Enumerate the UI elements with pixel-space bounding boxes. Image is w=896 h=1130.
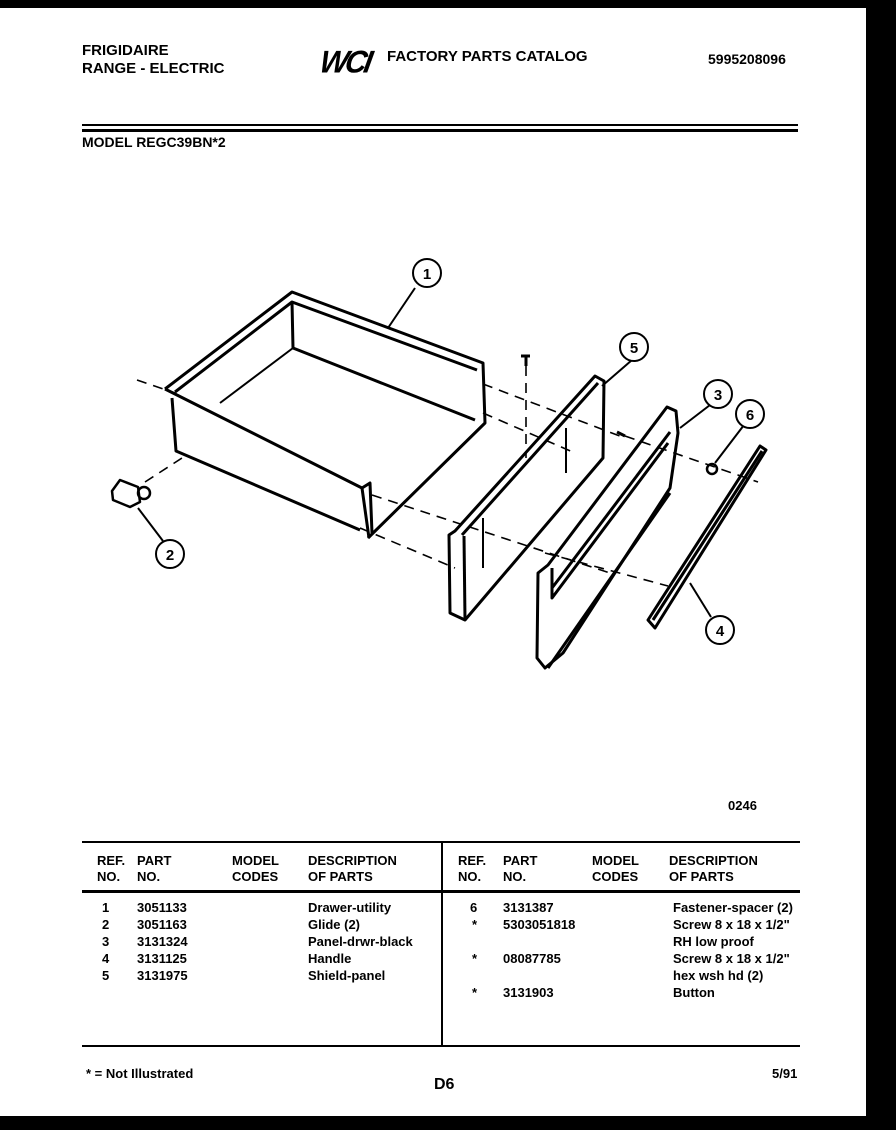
table-column-divider xyxy=(441,841,443,1045)
svg-text:1: 1 xyxy=(422,266,432,283)
drawer-utility-drawing xyxy=(165,292,485,538)
table-bottom-rule xyxy=(82,1045,800,1047)
catalog-title: FACTORY PARTS CATALOG xyxy=(387,48,588,65)
not-illustrated-note: * = Not Illustrated xyxy=(86,1066,194,1081)
catalog-page: FRIGIDAIRE RANGE - ELECTRIC WCI FACTORY PARTS CATALOG 5995208096 MODEL REGC39BN*2 1 2 3 4 5 6 0246 REF. NO. PART NO. MODEL CODES DESCRIPTION OF PARTS REF. NO. PART NO. MODEL CODES DESCRIPTION OF PARTS 1 3051133 Drawer-utility 2 3051163 Glide (2) 3 3131324 Panel-drwr-black 4 3131125 Handle 5 3131975 Shield-panel 6 3131387 Fastener-spacer (2) * 5303051818 Screw 8 x 18 x 1/2" RH low proof * 08087785 Screw 8 x 18 x 1/2" hex wsh hd (2) * 3131903 Button * = Not Illustrated D6 5/91 xyxy=(0,8,866,1116)
exploded-parts-diagram xyxy=(95,248,815,708)
model-number: MODEL REGC39BN*2 xyxy=(82,134,226,150)
product-line: RANGE - ELECTRIC xyxy=(82,60,225,77)
svg-text:5: 5 xyxy=(629,340,639,357)
header-ref-no-left: REF. NO. xyxy=(97,853,126,884)
header-part-no-right: PART NO. xyxy=(503,853,538,884)
glide-drawing xyxy=(112,480,150,507)
header-model-codes-right: MODEL CODES xyxy=(592,853,639,884)
assembly-lines xyxy=(137,366,758,586)
callout-1 xyxy=(413,259,441,287)
callout-4 xyxy=(706,616,734,644)
svg-text:2: 2 xyxy=(165,547,175,564)
callout-3 xyxy=(704,380,732,408)
screw-drawing xyxy=(521,356,530,366)
header-part-no-left: PART NO. xyxy=(137,853,172,884)
handle-drawing xyxy=(648,446,766,628)
svg-text:4: 4 xyxy=(715,623,725,640)
callout-2 xyxy=(156,540,184,568)
shield-panel-drawing xyxy=(449,376,604,620)
figure-number: 0246 xyxy=(728,798,757,813)
catalog-number: 5995208096 xyxy=(708,51,786,67)
svg-text:3: 3 xyxy=(713,387,723,404)
panel-drawer-drawing xyxy=(537,407,678,668)
wci-logo: WCI xyxy=(317,45,373,80)
page-number: D6 xyxy=(434,1076,455,1093)
header-description-left: DESCRIPTION OF PARTS xyxy=(308,853,397,884)
revision-date: 5/91 xyxy=(772,1066,798,1081)
header-model-codes-left: MODEL CODES xyxy=(232,853,279,884)
svg-text:6: 6 xyxy=(745,407,755,424)
brand-name: FRIGIDAIRE xyxy=(82,42,169,59)
header-rule-thick xyxy=(82,129,798,132)
header-rule-thin xyxy=(82,124,798,126)
brand-block xyxy=(82,42,225,78)
header-ref-no-right: REF. NO. xyxy=(458,853,487,884)
callout-5 xyxy=(620,333,648,361)
callout-6 xyxy=(736,400,764,428)
header-description-right: DESCRIPTION OF PARTS xyxy=(669,853,758,884)
